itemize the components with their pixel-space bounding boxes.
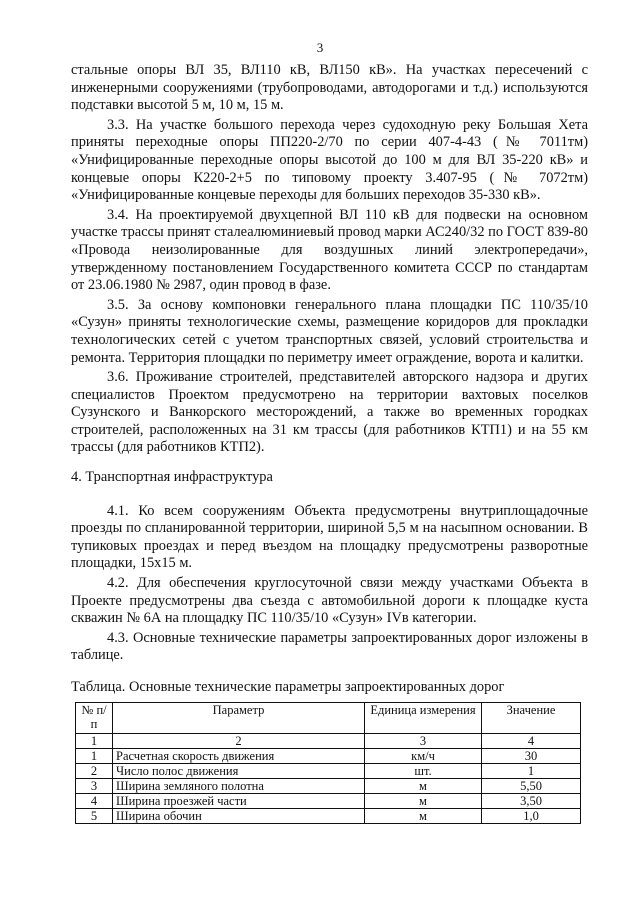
table-cell: 2 <box>76 763 113 778</box>
table-cell: Ширина проезжей части <box>113 793 365 808</box>
table-cell: 4 <box>76 793 113 808</box>
table-cell: 30 <box>482 748 581 763</box>
header-number: № п/п <box>76 702 113 733</box>
header-value: Значение <box>482 702 581 733</box>
table-row <box>76 763 581 778</box>
paragraph-3-4: 3.4. На проектируемой двухцепной ВЛ 110 кВ для подвески на основном участке трассы принят сталеалюминиевый провод марки АС240/32 по ГОСТ 839-80 «Провода неизолированные для воздушных линий электропередачи», утвержденному постановлением Государственного комитета СССР по стандартам от 23.06.1980 № 2987, один провод в фазе. <box>71 206 588 294</box>
table-cell: 5 <box>76 808 113 823</box>
table-title: Таблица. Основные технические параметры запроектированных дорог <box>71 679 505 695</box>
paragraph-3-6: 3.6. Проживание строителей, представителей авторского надзора и других специалистов Проектом предусмотрено на территории вахтовых поселков Сузунского и Ванкорского месторождений, а также во временных городках строителей, расположенных на 31 км трассы (для работников КТП1) и на 55 км трассы (для работников КТП2). <box>71 369 588 456</box>
parameters-table <box>75 702 581 824</box>
table-row <box>76 748 581 763</box>
table-cell: 1 <box>482 763 581 778</box>
table-header-row <box>76 702 581 733</box>
table-cell: 1,0 <box>482 808 581 823</box>
table-cell: Число полос движения <box>113 763 365 778</box>
paragraph-4-3: 4.3. Основные технические параметры запроектированных дорог изложены в таблице. <box>71 629 588 664</box>
table-index-row <box>76 733 581 748</box>
table-row <box>76 808 581 823</box>
table-cell: Ширина земляного полотна <box>113 778 365 793</box>
table-row <box>76 778 581 793</box>
table-cell: м <box>365 778 482 793</box>
table-cell: 4 <box>482 733 581 748</box>
table-cell: 3 <box>365 733 482 748</box>
table-cell: шт. <box>365 763 482 778</box>
table-cell: 5,50 <box>482 778 581 793</box>
page-number: 3 <box>316 40 324 55</box>
paragraph-3-3: 3.3. На участке большого перехода через судоходную реку Большая Хета приняты переходные опоры ПП220-2/70 по серии 407-4-43 (№ 7011тм) «Унифицированные переходные опоры высотой до 100 м для ВЛ 35-220 кВ» и концевые опоры К220-2+5 по типовому проекту 3.407-95 (№ 7072тм) «Унифицированные концевые переходы для больших переходов 35-330 кВ». <box>71 116 588 204</box>
header-unit: Единица измерения <box>365 702 482 733</box>
table-cell: 1 <box>76 748 113 763</box>
table-cell: 2 <box>113 733 365 748</box>
paragraph-3-5: 3.5. За основу компоновки генерального плана площадки ПС 110/35/10 «Сузун» приняты технологические схемы, размещение коридоров для прокладки технологических сетей с учетом транспортных связей, условий строительства и ремонта. Территория площадки по периметру имеет ограждение, ворота и калитки. <box>71 296 588 366</box>
table-cell: 3,50 <box>482 793 581 808</box>
table-cell: км/ч <box>365 748 482 763</box>
header-parameter: Параметр <box>113 702 365 733</box>
table-cell: Ширина обочин <box>113 808 365 823</box>
table-row <box>76 793 581 808</box>
table-cell: Расчетная скорость движения <box>113 748 365 763</box>
table-cell: 1 <box>76 733 113 748</box>
paragraph-4-1: 4.1. Ко всем сооружениям Объекта предусмотрены внутриплощадочные проезды по спланированной территории, шириной 5,5 м на насыпном основании. В тупиковых проездах и перед въездом на площадку предусмотрены разворотные площадки, 15х15 м. <box>71 502 588 572</box>
paragraph-continuation: стальные опоры ВЛ 35, ВЛ110 кВ, ВЛ150 кВ». На участках пересечений с инженерными сооружениями (трубопроводами, автодорогами и т.д.) используются подставки высотой 5 м, 10 м, 15 м. <box>71 62 588 114</box>
table-cell: м <box>365 808 482 823</box>
table-cell: 3 <box>76 778 113 793</box>
paragraph-4-2: 4.2. Для обеспечения круглосуточной связи между участками Объекта в Проекте предусмотрены два съезда с автомобильной дороги к площадке куста скважин № 6А на площадку ПС 110/35/10 «Сузун» IVв категории. <box>71 575 588 627</box>
section-heading: 4. Транспортная инфраструктура <box>71 469 273 486</box>
table-cell: м <box>365 793 482 808</box>
document-body <box>71 62 588 824</box>
